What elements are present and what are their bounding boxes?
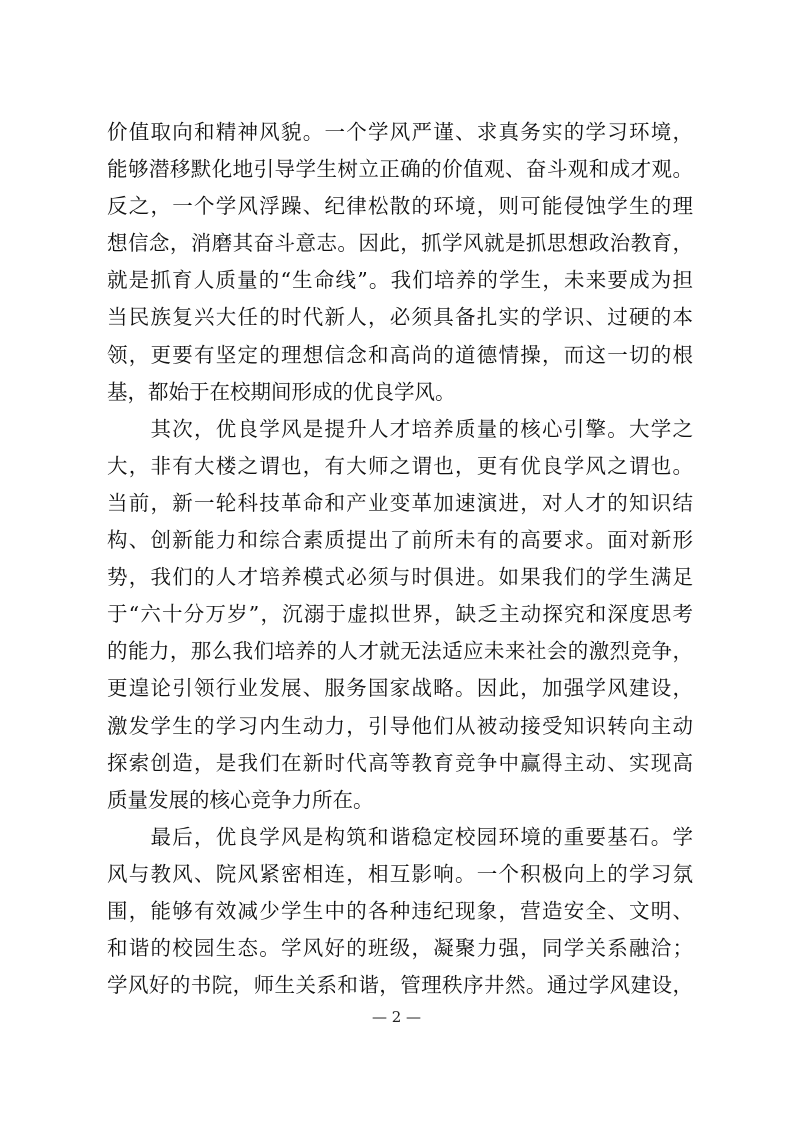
text-line: 势，我们的人才培养模式必须与时俱进。如果我们的学生满足 [107, 565, 693, 590]
text-line: 学风好的书院，师生关系和谐，管理秩序井然。通过学风建设， [107, 973, 693, 998]
text-line: 就是抓育人质量的“生命线”。我们培养的学生，未来要成为担 [107, 268, 693, 293]
text-line: 和谐的校园生态。学风好的班级，凝聚力强，同学关系融洽； [107, 936, 693, 961]
text-line: 最后，优良学风是构筑和谐稳定校园环境的重要基石。学 [107, 824, 693, 849]
text-line: 构、创新能力和综合素质提出了前所未有的高要求。面对新形 [107, 528, 693, 553]
text-line: 围，能够有效减少学生中的各种违纪现象，营造安全、文明、 [107, 898, 693, 923]
text-line: 能够潜移默化地引导学生树立正确的价值观、奋斗观和成才观。 [107, 157, 693, 182]
text-line: 当前，新一轮科技革命和产业变革加速演进，对人才的知识结 [107, 490, 693, 515]
text-line: 更遑论引领行业发展、服务国家战略。因此，加强学风建设， [107, 676, 693, 701]
text-line: 大，非有大楼之谓也，有大师之谓也，更有优良学风之谓也。 [107, 453, 693, 478]
page-number: — 2 — [371, 1008, 422, 1026]
text-line: 领，更要有坚定的理想信念和高尚的道德情操，而这一切的根 [107, 342, 693, 367]
text-line: 的能力，那么我们培养的人才就无法适应未来社会的激烈竞争， [107, 639, 693, 664]
text-line: 反之，一个学风浮躁、纪律松散的环境，则可能侵蚀学生的理 [107, 194, 693, 219]
text-line: 想信念，消磨其奋斗意志。因此，抓学风就是抓思想政治教育， [107, 231, 693, 256]
text-line: 风与教风、院风紧密相连，相互影响。一个积极向上的学习氛 [107, 861, 693, 886]
text-line: 其次，优良学风是提升人才培养质量的核心引擎。大学之 [107, 416, 693, 441]
text-line: 激发学生的学习内生动力，引导他们从被动接受知识转向主动 [107, 713, 693, 738]
text-line: 探索创造，是我们在新时代高等教育竞争中赢得主动、实现高 [107, 750, 693, 775]
text-line: 于“六十分万岁”，沉溺于虚拟世界，缺乏主动探究和深度思考 [107, 602, 693, 627]
text-line: 当民族复兴大任的时代新人，必须具备扎实的学识、过硬的本 [107, 305, 693, 330]
document-body [107, 114, 693, 1004]
text-line: 价值取向和精神风貌。一个学风严谨、求真务实的学习环境， [107, 120, 693, 144]
text-line: 质量发展的核心竞争力所在。 [107, 787, 374, 812]
text-line: 基，都始于在校期间形成的优良学风。 [107, 379, 456, 404]
